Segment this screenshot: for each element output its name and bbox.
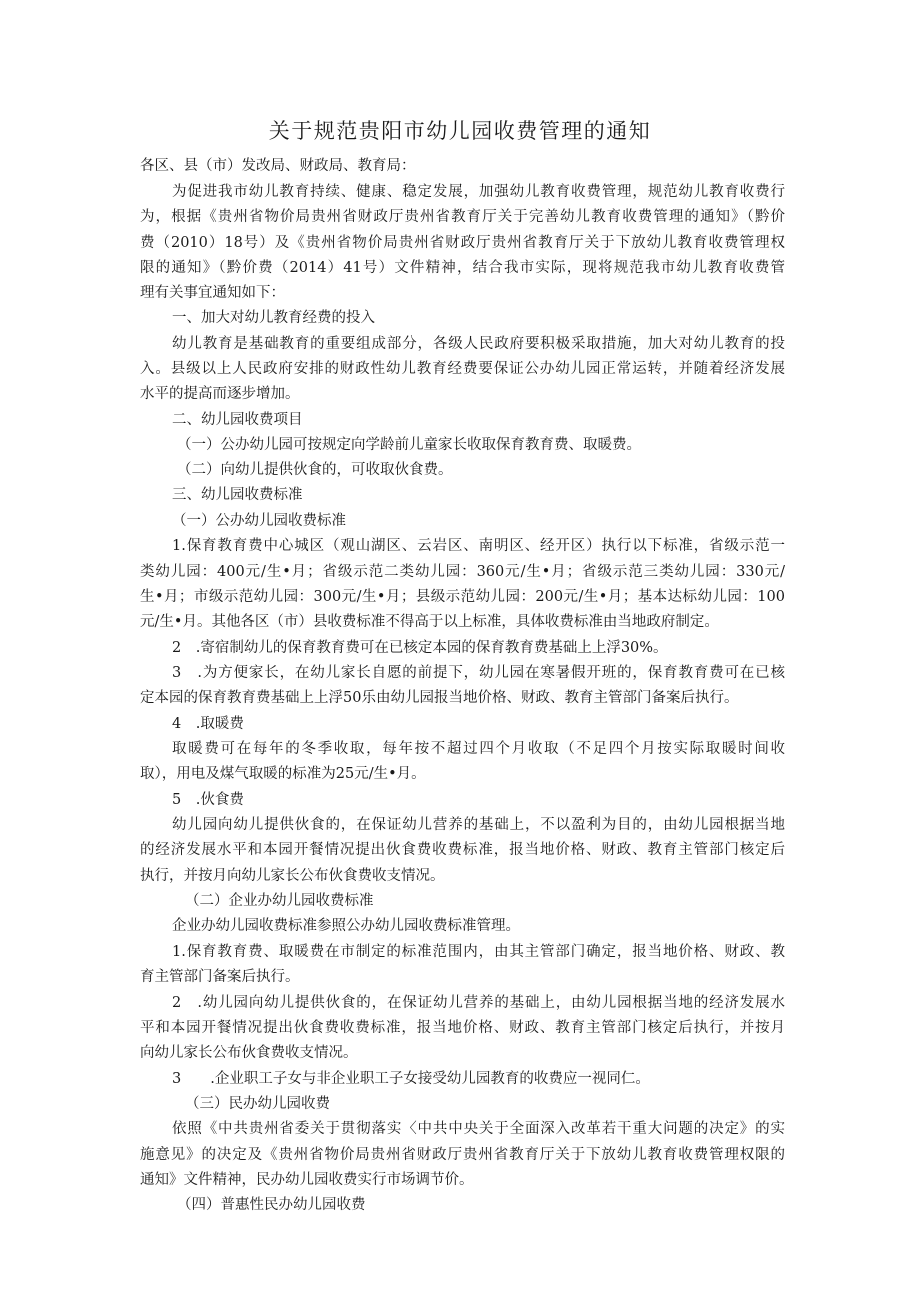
paragraph-line: 定本园的保育教育费基础上上浮50乐由幼儿园报当地价格、财政、教育主管部门备案后执行。 <box>140 690 739 706</box>
list-item: 3 .企业职工子女与非企业职工子女接受幼儿园教育的收费应一视同仁。 <box>172 1071 650 1087</box>
subsection-heading: （一）公办幼儿园收费标准 <box>172 513 346 529</box>
paragraph-line: 取暖费可在每年的冬季收取，每年按不超过四个月收取（不足四个月按实际取暖时间收 <box>172 741 785 757</box>
section-heading: 三、幼儿园收费标准 <box>172 487 303 503</box>
paragraph-line: 通知》文件精神，民办幼儿园收费实行市场调节价。 <box>140 1172 474 1188</box>
list-item: 2 .幼儿园向幼儿提供伙食的，在保证幼儿营养的基础上，由幼儿园根据当地的经济发展水 <box>172 995 785 1011</box>
paragraph-line: 费（2010）18号）及《贵州省物价局贵州省财政厅贵州省教育厅关于下放幼儿教育收费管理权 <box>140 235 785 251</box>
paragraph-line: 理有关事宜通知如下： <box>140 285 285 301</box>
paragraph-line: 生•月；市级示范幼儿园：300元/生•月；县级示范幼儿园：200元/生•月；基本达标幼儿园：100 <box>140 589 785 605</box>
paragraph-line: 类幼儿园：400元/生•月；省级示范二类幼儿园：360元/生•月；省级示范三类幼儿园：330元/ <box>140 564 785 580</box>
paragraph-line: 为，根据《贵州省物价局贵州省财政厅贵州省教育厅关于完善幼儿教育收费管理的通知》（黔价 <box>140 209 785 225</box>
paragraph-line: 限的通知》（黔价费（2014）41号）文件精神，结合我市实际，现将规范我市幼儿教育收费管 <box>140 260 785 276</box>
salutation: 各区、县（市）发改局、财政局、教育局： <box>140 158 416 174</box>
list-item: 2 .寄宿制幼儿的保育教育费可在已核定本园的保育教育费基础上上浮30%。 <box>172 640 668 656</box>
subsection-item: （一）公办幼儿园可按规定向学龄前儿童家长收取保育教育费、取暖费。 <box>177 437 641 453</box>
paragraph-line: 入。县级以上人民政府安排的财政性幼儿教育经费要保证公办幼儿园正常运转，并随着经济发展 <box>140 361 785 377</box>
section-heading: 二、幼儿园收费项目 <box>172 412 303 428</box>
subsection-item: （二）向幼儿提供伙食的，可收取伙食费。 <box>177 462 453 478</box>
list-item: 3 .为方便家长，在幼儿家长自愿的前提下，幼儿园在寒暑假开班的，保育教育费可在已核 <box>172 665 785 681</box>
paragraph-line: 依照《中共贵州省委关于贯彻落实〈中共中央关于全面深入改革若干重大问题的决定》的实 <box>172 1121 785 1137</box>
paragraph-line: 企业办幼儿园收费标准参照公办幼儿园收费标准管理。 <box>172 918 520 934</box>
paragraph-line: 水平的提高而逐步增加。 <box>140 386 300 402</box>
paragraph-line: 育主管部门备案后执行。 <box>140 969 300 985</box>
list-item: 1.保育教育费、取暖费在市制定的标准范围内，由其主管部门确定，报当地价格、财政、教 <box>172 944 785 960</box>
subsection-heading: （四）普惠性民办幼儿园收费 <box>177 1197 366 1213</box>
document-title: 关于规范贵阳市幼儿园收费管理的通知 <box>268 119 652 143</box>
subsection-heading: （三）民办幼儿园收费 <box>185 1096 330 1112</box>
paragraph-line: 执行，并按月向幼儿家长公布伙食费收支情况。 <box>140 868 445 884</box>
paragraph-line: 1.保育教育费中心城区（观山湖区、云岩区、南明区、经开区）执行以下标准，省级示范一 <box>172 538 785 554</box>
paragraph-line: 施意见》的决定及《贵州省物价局贵州省财政厅贵州省教育厅关于下放幼儿教育收费管理权限的 <box>140 1147 785 1163</box>
list-item: 4 .取暖费 <box>172 716 244 732</box>
paragraph-line: 取），用电及煤气取暖的标准为25元/生•月。 <box>140 766 426 782</box>
list-item: 5 .伙食费 <box>172 792 244 808</box>
section-heading: 一、加大对幼儿教育经费的投入 <box>172 310 375 326</box>
paragraph-line: 幼儿教育是基础教育的重要组成部分，各级人民政府要积极采取措施，加大对幼儿教育的投 <box>172 336 785 352</box>
subsection-heading: （二）企业办幼儿园收费标准 <box>185 893 374 909</box>
paragraph-line: 的经济发展水平和本园开餐情况提出伙食费收费标准，报当地价格、财政、教育主管部门核定后 <box>140 842 785 858</box>
paragraph-line: 平和本园开餐情况提出伙食费收费标准，报当地价格、财政、教育主管部门核定后执行，并按月 <box>140 1020 785 1036</box>
paragraph-line: 元/生•月。其他各区（市）县收费标准不得高于以上标准，具体收费标准由当地政府制定。 <box>140 614 719 630</box>
paragraph-line: 幼儿园向幼儿提供伙食的，在保证幼儿营养的基础上，不以盈利为目的，由幼儿园根据当地 <box>172 817 785 833</box>
paragraph-line: 向幼儿家长公布伙食费收支情况。 <box>140 1045 358 1061</box>
paragraph-line: 为促进我市幼儿教育持续、健康、稳定发展，加强幼儿教育收费管理，规范幼儿教育收费行 <box>172 184 785 200</box>
